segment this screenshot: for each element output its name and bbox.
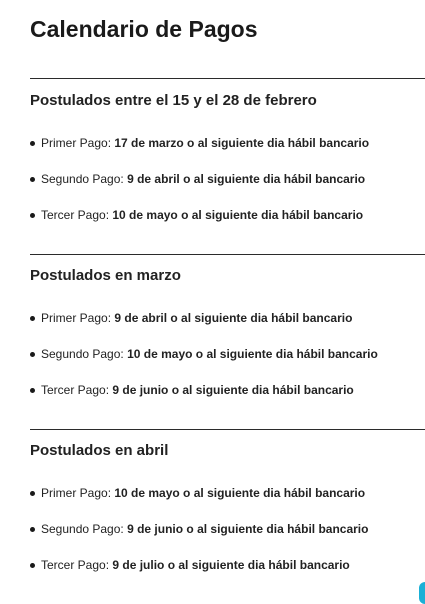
- bullet-icon: [30, 527, 35, 532]
- list-item-first-payment: [30, 136, 369, 150]
- payment-date: 9 de junio o al siguiente dia hábil bancario: [127, 522, 369, 536]
- list-item-third-payment: [30, 558, 350, 572]
- list-item-second-payment: [30, 347, 378, 361]
- section-heading-march: Postulados en marzo: [30, 267, 181, 284]
- section-divider: [30, 429, 425, 430]
- payment-label: Tercer Pago:: [41, 208, 113, 222]
- payment-date: 10 de mayo o al siguiente dia hábil bancario: [112, 208, 364, 222]
- bullet-icon: [30, 177, 35, 182]
- list-item-first-payment: [30, 311, 352, 325]
- list-item-third-payment: [30, 383, 354, 397]
- section-divider: [30, 254, 425, 255]
- section-heading-april: Postulados en abril: [30, 442, 169, 459]
- payment-label: Segundo Pago:: [41, 172, 128, 186]
- bullet-icon: [30, 316, 35, 321]
- payment-date: 9 de julio o al siguiente dia hábil bancario: [112, 558, 350, 572]
- payment-label: Tercer Pago:: [41, 383, 113, 397]
- list-item-second-payment: [30, 522, 368, 536]
- payment-date: 10 de mayo o al siguiente dia hábil bancario: [127, 347, 378, 361]
- payment-label: Segundo Pago:: [41, 347, 128, 361]
- payment-label: Segundo Pago:: [41, 522, 128, 536]
- bullet-icon: [30, 491, 35, 496]
- bullet-icon: [30, 352, 35, 357]
- list-item-first-payment: [30, 486, 365, 500]
- payment-date: 9 de abril o al siguiente dia hábil bancario: [127, 172, 366, 186]
- bullet-icon: [30, 563, 35, 568]
- payment-label: Primer Pago:: [41, 486, 115, 500]
- payment-label: Primer Pago:: [41, 136, 115, 150]
- payment-date: 9 de junio o al siguiente dia hábil bancario: [112, 383, 354, 397]
- section-divider: [30, 78, 425, 79]
- payment-date: 9 de abril o al siguiente dia hábil bancario: [114, 311, 353, 325]
- payment-label: Primer Pago:: [41, 311, 115, 325]
- payment-date: 17 de marzo o al siguiente dia hábil bancario: [114, 136, 370, 150]
- bullet-icon: [30, 388, 35, 393]
- chat-widget-edge[interactable]: [419, 582, 425, 604]
- section-heading-february: Postulados entre el 15 y el 28 de febrero: [30, 92, 317, 109]
- bullet-icon: [30, 141, 35, 146]
- payment-date: 10 de mayo o al siguiente dia hábil bancario: [114, 486, 366, 500]
- list-item-third-payment: [30, 208, 363, 222]
- page-title: Calendario de Pagos: [30, 16, 258, 42]
- bullet-icon: [30, 213, 35, 218]
- payment-label: Tercer Pago:: [41, 558, 113, 572]
- list-item-second-payment: [30, 172, 365, 186]
